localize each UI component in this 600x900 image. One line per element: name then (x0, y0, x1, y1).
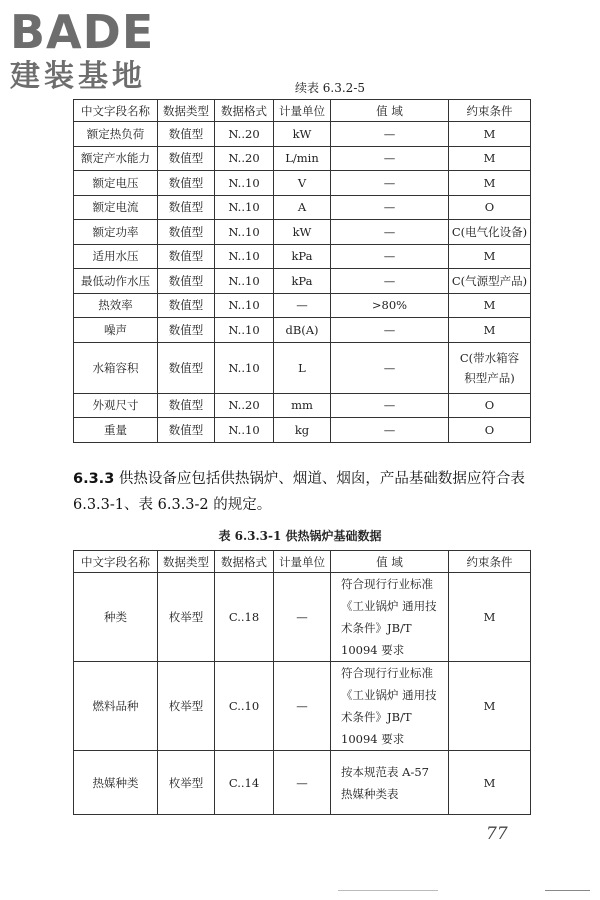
table-cell: N..10 (215, 293, 274, 318)
table-cell: M (449, 122, 531, 147)
column-header: 数据格式 (215, 551, 274, 573)
table-cell: — (331, 318, 449, 343)
table-cell: 额定产水能力 (74, 146, 158, 171)
table-cell: — (274, 573, 331, 662)
table-cell: — (274, 662, 331, 751)
table-cell: 枚举型 (158, 662, 215, 751)
table-row (74, 662, 531, 751)
table-row (74, 393, 531, 418)
column-header: 约束条件 (449, 100, 531, 122)
table-cell: 热效率 (74, 293, 158, 318)
table-cell: kPa (274, 244, 331, 269)
table2-header-row (74, 551, 531, 573)
logo-wordmark: BADE (10, 5, 155, 59)
table-cell: 最低动作水压 (74, 269, 158, 294)
table-cell: 数值型 (158, 220, 215, 245)
table-cell: 数值型 (158, 122, 215, 147)
table-6-3-3-1-boiler-base-data (73, 550, 531, 815)
table-cell: 噪声 (74, 318, 158, 343)
table-cell: O (449, 418, 531, 443)
table-cell: kg (274, 418, 331, 443)
table-cell: — (331, 220, 449, 245)
table-cell: L/min (274, 146, 331, 171)
column-header: 值 域 (331, 100, 449, 122)
table-cell: kW (274, 122, 331, 147)
table-cell: — (331, 146, 449, 171)
table-cell: — (331, 269, 449, 294)
table-cell: M (449, 573, 531, 662)
table-row (74, 418, 531, 443)
table-cell: 数值型 (158, 244, 215, 269)
table-cell: M (449, 171, 531, 196)
table1-caption: 续表 6.3.2-5 (294, 81, 366, 95)
table-row (74, 220, 531, 245)
table-cell: 数值型 (158, 146, 215, 171)
table-cell: — (331, 195, 449, 220)
table-cell: 按本规范表 A-57 热媒种类表 (331, 751, 449, 815)
table-cell: 额定电流 (74, 195, 158, 220)
table-cell: C(带水箱容积型产品) (449, 342, 531, 393)
table-cell: — (274, 293, 331, 318)
table-cell: 符合现行行业标准《工业锅炉 通用技术条件》JB/T 10094 要求 (331, 662, 449, 751)
scan-artifact-line (545, 890, 590, 891)
table-cell: 适用水压 (74, 244, 158, 269)
table-cell: N..20 (215, 122, 274, 147)
scan-artifact-line (338, 890, 438, 891)
section-text: 供热设备应包括供热锅炉、烟道、烟囱，产品基础数据应符合表 6.3.3-1、表 6.3.3-2 的规定。 (73, 471, 525, 513)
column-header: 约束条件 (449, 551, 531, 573)
table-cell: 燃料品种 (74, 662, 158, 751)
table-cell: O (449, 393, 531, 418)
table-cell: M (449, 146, 531, 171)
table-cell: 种类 (74, 573, 158, 662)
table-cell: 外观尺寸 (74, 393, 158, 418)
table-cell: C(气源型产品) (449, 269, 531, 294)
table-cell: — (331, 122, 449, 147)
section-number: 6.3.3 (73, 471, 115, 487)
table-cell: mm (274, 393, 331, 418)
section-6-3-3-paragraph (73, 466, 533, 518)
table-cell: 重量 (74, 418, 158, 443)
table-cell: 额定电压 (74, 171, 158, 196)
column-header: 计量单位 (274, 100, 331, 122)
column-header: 中文字段名称 (74, 551, 158, 573)
column-header: 值 域 (331, 551, 449, 573)
table-cell: N..20 (215, 393, 274, 418)
table-cell: 热媒种类 (74, 751, 158, 815)
table-cell: 数值型 (158, 171, 215, 196)
table-cell: kW (274, 220, 331, 245)
table-row (74, 269, 531, 294)
table-cell: N..10 (215, 244, 274, 269)
column-header: 数据格式 (215, 100, 274, 122)
column-header: 数据类型 (158, 100, 215, 122)
table-cell: 符合现行行业标准《工业锅炉 通用技术条件》JB/T 10094 要求 (331, 573, 449, 662)
table-cell: M (449, 293, 531, 318)
table-cell: A (274, 195, 331, 220)
table-row (74, 244, 531, 269)
table-cell: dB(A) (274, 318, 331, 343)
table-cell: 枚举型 (158, 751, 215, 815)
table-cell: L (274, 342, 331, 393)
table-cell: — (331, 342, 449, 393)
table-cell: kPa (274, 269, 331, 294)
table-cell: M (449, 662, 531, 751)
table-cell: N..10 (215, 269, 274, 294)
table-6-3-2-5-continued (73, 99, 531, 443)
table-cell: — (331, 393, 449, 418)
table-cell: C..14 (215, 751, 274, 815)
table-cell: 枚举型 (158, 573, 215, 662)
table-cell: 水箱容积 (74, 342, 158, 393)
table-cell: M (449, 244, 531, 269)
table-cell: N..20 (215, 146, 274, 171)
column-header: 中文字段名称 (74, 100, 158, 122)
table-row (74, 146, 531, 171)
table-cell: 额定功率 (74, 220, 158, 245)
table-row (74, 171, 531, 196)
table-cell: 数值型 (158, 318, 215, 343)
page-number: 77 (486, 824, 508, 844)
table-cell: C(电气化设备) (449, 220, 531, 245)
publisher-logo (10, 5, 175, 94)
table-cell: 数值型 (158, 269, 215, 294)
table-row (74, 195, 531, 220)
table-cell: — (331, 171, 449, 196)
table-cell: 额定热负荷 (74, 122, 158, 147)
table-row (74, 293, 531, 318)
table-cell: N..10 (215, 418, 274, 443)
table2-caption: 表 6.3.3-1 供热锅炉基础数据 (218, 529, 382, 543)
table-cell: N..10 (215, 220, 274, 245)
table-cell: N..10 (215, 318, 274, 343)
logo-subtitle: 建装基地 (10, 59, 146, 94)
table-cell: M (449, 751, 531, 815)
table-cell: 数值型 (158, 293, 215, 318)
table-row (74, 318, 531, 343)
column-header: 数据类型 (158, 551, 215, 573)
table-cell: 数值型 (158, 393, 215, 418)
table-cell: 数值型 (158, 342, 215, 393)
table-cell: M (449, 318, 531, 343)
table-cell: N..10 (215, 171, 274, 196)
table-cell: — (274, 751, 331, 815)
table-cell: V (274, 171, 331, 196)
table-cell: 数值型 (158, 418, 215, 443)
table-cell: — (331, 244, 449, 269)
table1-header-row (74, 100, 531, 122)
table-cell: 数值型 (158, 195, 215, 220)
table-row (74, 573, 531, 662)
table-row (74, 342, 531, 393)
table-cell: — (331, 418, 449, 443)
table-cell: O (449, 195, 531, 220)
table-row (74, 122, 531, 147)
table-row (74, 751, 531, 815)
table-cell: C..10 (215, 662, 274, 751)
table-cell: N..10 (215, 195, 274, 220)
table-cell: >80% (331, 293, 449, 318)
table-cell: N..10 (215, 342, 274, 393)
column-header: 计量单位 (274, 551, 331, 573)
table-cell: C..18 (215, 573, 274, 662)
